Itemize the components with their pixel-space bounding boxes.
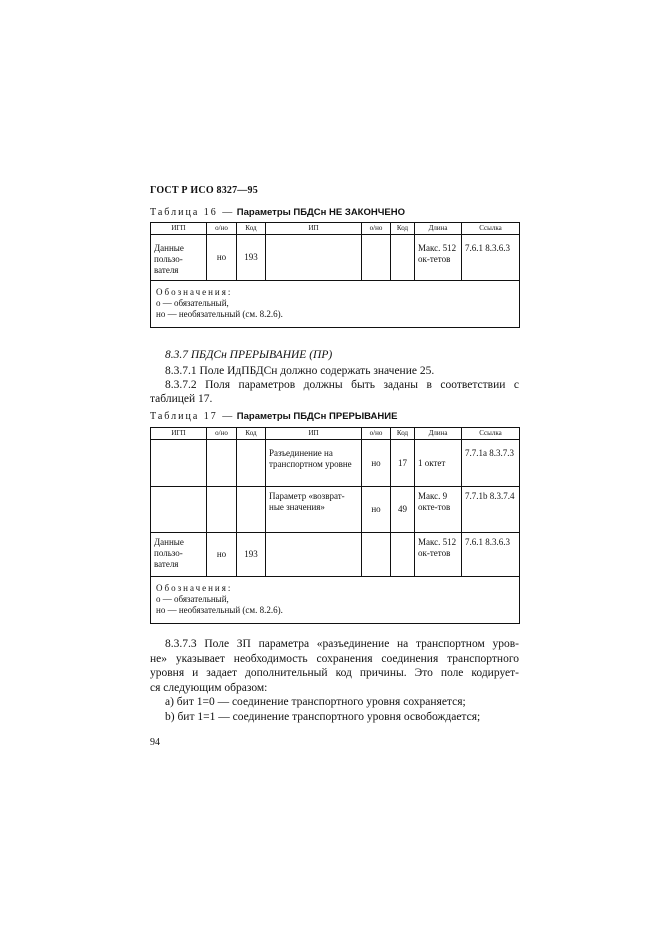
cell-on2 xyxy=(362,235,391,281)
col-header: ИГП xyxy=(151,223,207,235)
cell-on1 xyxy=(207,440,237,487)
col-header: Ссылка xyxy=(462,428,520,440)
col-header: Длина xyxy=(415,223,462,235)
cell-ip xyxy=(266,533,362,577)
col-header: ИП xyxy=(266,223,362,235)
col-header: о/нo xyxy=(362,223,391,235)
table-row xyxy=(151,533,520,577)
table-row xyxy=(151,440,520,487)
cell-igp: Данные пользо-вателя xyxy=(151,235,207,281)
note-line: но — необязательный (см. 8.2.6). xyxy=(156,605,283,615)
cell-ref: 7.7.1b 8.3.7.4 xyxy=(462,487,520,533)
cell-code1 xyxy=(237,487,266,533)
table16 xyxy=(150,222,520,328)
cell-code2 xyxy=(391,235,415,281)
cell-code2: 49 xyxy=(391,487,415,533)
note-line: о — обязательный, xyxy=(156,298,229,308)
cell-code1 xyxy=(237,440,266,487)
table16-caption-prefix: Таблица 16 — xyxy=(150,207,235,218)
cell-on2 xyxy=(362,533,391,577)
cell-code2: 17 xyxy=(391,440,415,487)
table16-note-row xyxy=(151,281,520,328)
cell-ip: Разъединение на транспортном уровне xyxy=(266,440,362,487)
cell-igp: Данные пользо-вателя xyxy=(151,533,207,577)
cell-code2 xyxy=(391,533,415,577)
col-header: ИГП xyxy=(151,428,207,440)
text-line: не» указывает необходимость сохранения соединения транспортного xyxy=(150,652,519,665)
note-line: о — обязательный, xyxy=(156,594,229,604)
text-line: уровня и задает дополнительный код причины. Это поле кодирует- xyxy=(150,667,519,679)
cell-on1: но xyxy=(207,235,237,281)
paragraph-8-3-7-2-line1: 8.3.7.2 Поля параметров должны быть заданы в соответствии с xyxy=(165,379,519,391)
note-title: Обозначения: xyxy=(156,583,233,593)
col-header: Длина xyxy=(415,428,462,440)
col-header: Код xyxy=(237,223,266,235)
cell-ref: 7.7.1а 8.3.7.3 xyxy=(462,440,520,487)
cell-length: Макс. 512 ок-тетов xyxy=(415,533,462,577)
cell-on2: но xyxy=(362,440,391,487)
table17-caption xyxy=(150,411,397,422)
text-line: ся следующим образом: xyxy=(150,681,268,694)
text-line: b) бит 1=1 — соединение транспортного уровня освобождается; xyxy=(165,710,481,723)
col-header: Ссылка xyxy=(462,223,520,235)
cell-on1 xyxy=(207,487,237,533)
cell-on1: но xyxy=(207,533,237,577)
cell-on2: но xyxy=(362,487,391,533)
note-line: но — необязательный (см. 8.2.6). xyxy=(156,309,283,319)
table17-header-row xyxy=(151,428,520,440)
cell-code1: 193 xyxy=(237,533,266,577)
cell-length: 1 октет xyxy=(415,440,462,487)
page-number: 94 xyxy=(150,737,160,748)
table16-caption xyxy=(150,207,405,218)
cell-ip: Параметр «возврат-ные значения» xyxy=(266,487,362,533)
table17 xyxy=(150,427,520,624)
cell-ref: 7.6.1 8.3.6.3 xyxy=(462,235,520,281)
table-row xyxy=(151,235,520,281)
cell-length: Макс. 9 окте-тов xyxy=(415,487,462,533)
table17-note xyxy=(151,577,520,624)
table16-note xyxy=(151,281,520,328)
cell-igp xyxy=(151,487,207,533)
paragraph-8-3-7-1: 8.3.7.1 Поле ИдПБДСн должно содержать значение 25. xyxy=(165,365,435,377)
table16-header-row xyxy=(151,223,520,235)
cell-ip xyxy=(266,235,362,281)
note-title: Обозначения: xyxy=(156,287,233,297)
section-heading: 8.3.7 ПБДСн ПРЕРЫВАНИЕ (ПР) xyxy=(165,349,333,361)
cell-code1: 193 xyxy=(237,235,266,281)
paragraph-8-3-7-3 xyxy=(150,637,519,724)
text-line: 8.3.7.3 Поле ЗП параметра «разъединение на транспортном уров- xyxy=(165,638,519,650)
cell-ref: 7.6.1 8.3.6.3 xyxy=(462,533,520,577)
table17-caption-title: Параметры ПБДСн ПРЕРЫВАНИЕ xyxy=(236,411,398,422)
col-header: о/нo xyxy=(207,223,237,235)
table17-caption-prefix: Таблица 17 — xyxy=(150,411,235,422)
col-header: Код xyxy=(391,223,415,235)
cell-length: Макс. 512 ок-тетов xyxy=(415,235,462,281)
paragraph-8-3-7-2-line2: таблицей 17. xyxy=(150,393,213,405)
col-header: о/нo xyxy=(207,428,237,440)
table17-note-row xyxy=(151,577,520,624)
text-line: а) бит 1=0 — соединение транспортного уровня сохраняется; xyxy=(165,696,466,708)
col-header: Код xyxy=(237,428,266,440)
table-row xyxy=(151,487,520,533)
document-header: ГОСТ Р ИСО 8327—95 xyxy=(150,185,258,196)
col-header: ИП xyxy=(266,428,362,440)
cell-igp xyxy=(151,440,207,487)
table16-caption-title: Параметры ПБДСн НЕ ЗАКОНЧЕНО xyxy=(236,207,405,218)
col-header: Код xyxy=(391,428,415,440)
col-header: о/нo xyxy=(362,428,391,440)
